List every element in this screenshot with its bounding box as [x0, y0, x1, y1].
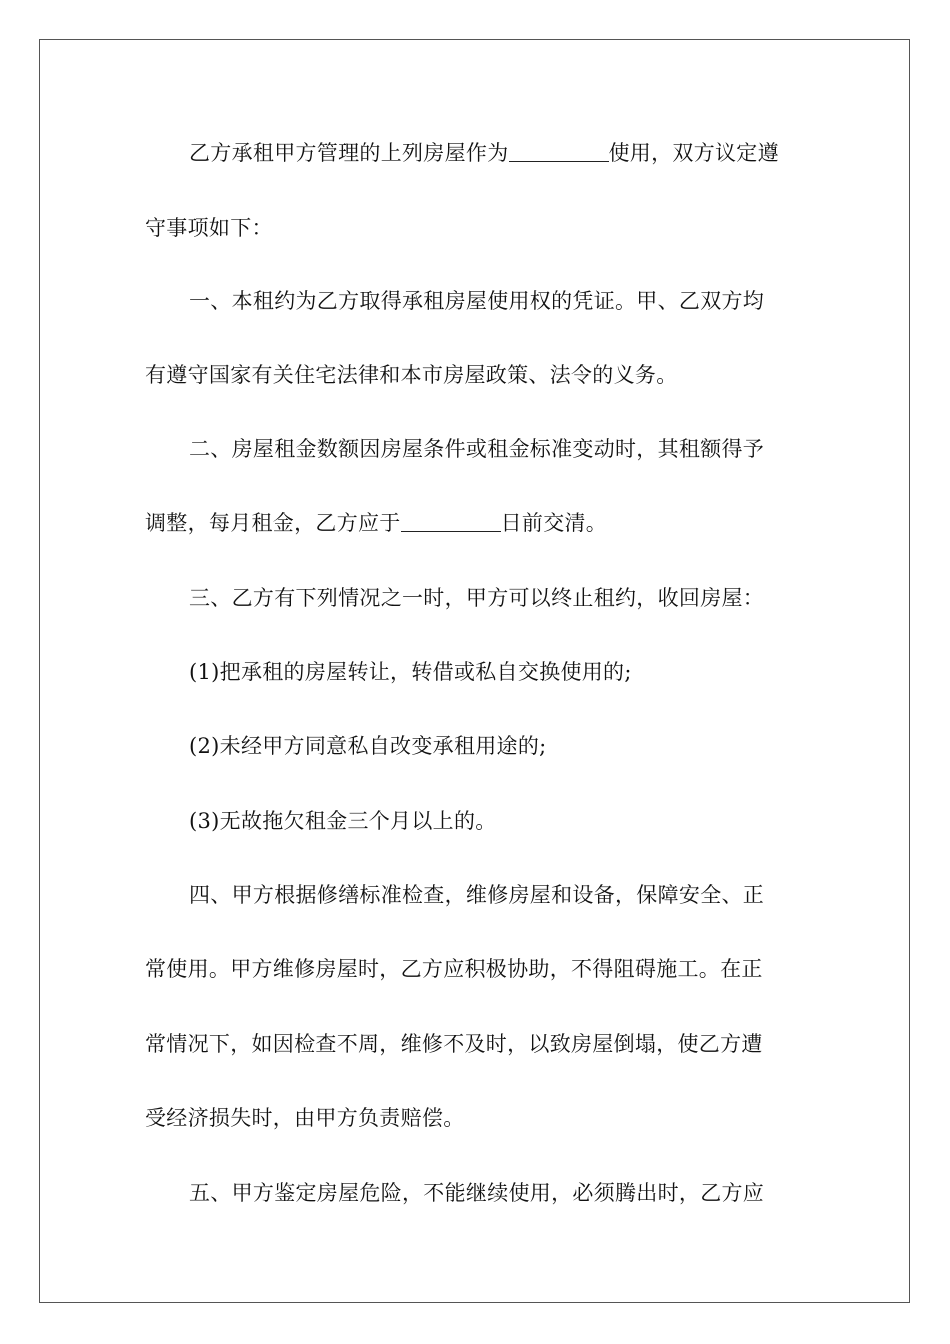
line-text: 调整，每月租金，乙方应于 — [145, 511, 401, 535]
paragraph-line: 五、甲方鉴定房屋危险，不能继续使用，必须腾出时，乙方应 — [189, 1181, 765, 1205]
paragraph-line: 一、本租约为乙方取得承租房屋使用权的凭证。甲、乙双方均 — [189, 289, 765, 313]
paragraph-line: 有遵守国家有关住宅法律和本市房屋政策、法令的义务。 — [145, 363, 678, 387]
line-text: 使用，双方议定遵 — [608, 141, 779, 165]
paragraph-line: 受经济损失时，由甲方负责赔偿。 — [145, 1106, 465, 1130]
line-text: 日前交清。 — [500, 511, 608, 535]
paragraph-line: 常使用。甲方维修房屋时，乙方应积极协助，不得阻碍施工。在正 — [145, 957, 763, 981]
list-item: (3)无故拖欠租金三个月以上的。 — [189, 809, 497, 833]
paragraph-line: 三、乙方有下列情况之一时，甲方可以终止租约，收回房屋： — [189, 586, 765, 610]
paragraph-line: 二、房屋租金数额因房屋条件或租金标准变动时，其租额得予 — [189, 437, 765, 461]
paragraph-line — [145, 508, 805, 538]
paragraph-line: 守事项如下： — [145, 216, 273, 240]
fill-in-blank — [401, 509, 501, 532]
list-item: (1)把承租的房屋转让，转借或私自交换使用的; — [189, 660, 632, 684]
paragraph-line — [189, 138, 849, 168]
line-text: 乙方承租甲方管理的上列房屋作为 — [189, 141, 509, 165]
paragraph-line: 四、甲方根据修缮标准检查，维修房屋和设备，保障安全、正 — [189, 883, 765, 907]
list-item: (2)未经甲方同意私自改变承租用途的; — [189, 734, 547, 758]
fill-in-blank — [509, 139, 609, 162]
paragraph-line: 常情况下，如因检查不周，维修不及时，以致房屋倒塌，使乙方遭 — [145, 1032, 763, 1056]
